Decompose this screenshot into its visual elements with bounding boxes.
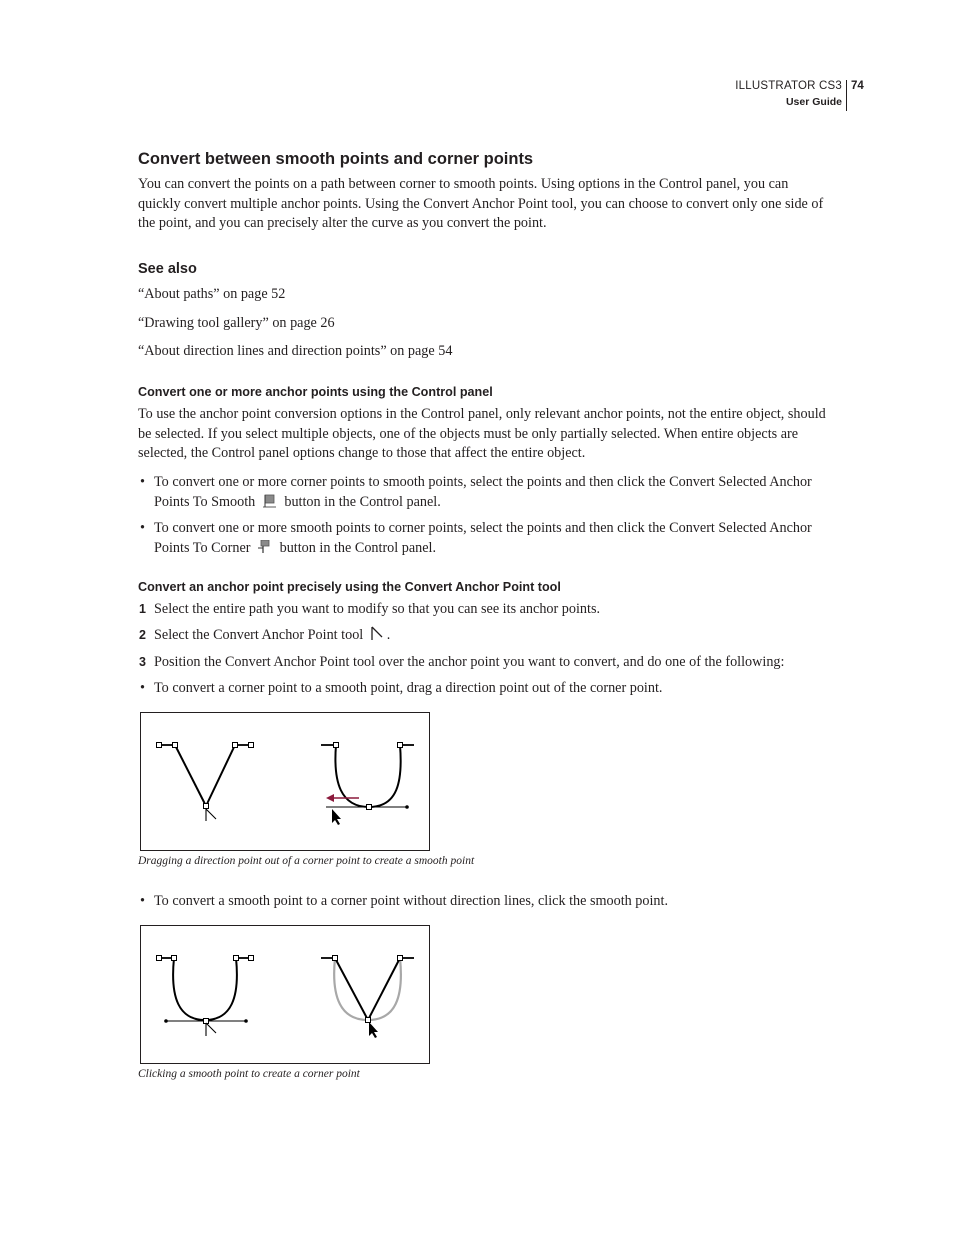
- step-text: Position the Convert Anchor Point tool over the anchor point you want to convert, and do one of the following:: [154, 654, 785, 670]
- step-text: Select the entire path you want to modify so that you can see its anchor points.: [154, 601, 601, 617]
- intro-paragraph: You can convert the points on a path between corner to smooth points. Using options in the Control panel, you can quickly convert multiple anchor points. Using the Convert Anchor Point tool, you can choose to convert only one side of the point, and you can precisely alter the curve as you convert the point.: [138, 176, 824, 232]
- page-number: 74: [851, 80, 864, 92]
- convert-anchor-cursor-icon: [206, 809, 216, 821]
- step-number: 1: [139, 602, 146, 616]
- selection-arrow-cursor-icon: [332, 809, 341, 825]
- convert-anchor-cursor-icon: [206, 1023, 216, 1036]
- see-also-heading: See also: [138, 261, 197, 277]
- see-also-link-about-paths[interactable]: “About paths” on page 52: [138, 286, 286, 302]
- bullet-dot: •: [140, 680, 145, 696]
- drag-direction-arrow-icon: [326, 794, 359, 802]
- convert-anchor-point-tool-icon: [370, 626, 384, 648]
- step-text: Select the Convert Anchor Point tool: [154, 627, 364, 643]
- convert-to-corner-icon: [257, 540, 273, 561]
- bullet-smooth-to-corner: [138, 892, 828, 912]
- control-panel-paragraph: To use the anchor point conversion options in the Control panel, only relevant anchor points, not the entire object, should be selected. If you select multiple objects, one of the objects must be only partially selected. When entire objects are selected, the Control panel options change to those that affect the entire object.: [138, 406, 826, 462]
- bullet-text: To convert one or more smooth points to corner points, select the points and then click the Convert Selected Anchor Points To Corner: [154, 520, 812, 556]
- selection-arrow-cursor-icon: [369, 1022, 378, 1038]
- bullet-dot: •: [140, 520, 145, 536]
- step-text-end: .: [386, 627, 391, 643]
- step-2: [138, 626, 828, 648]
- bullet-text: To convert a smooth point to a corner point without direction lines, click the smooth point.: [154, 893, 668, 909]
- figure-2-caption: Clicking a smooth point to create a corner point: [138, 1068, 360, 1080]
- step-number: 3: [139, 655, 146, 669]
- figure-1-caption: Dragging a direction point out of a corner point to create a smooth point: [138, 855, 475, 867]
- section-title: Convert between smooth points and corner points: [138, 150, 534, 168]
- convert-anchor-tool-subheading: Convert an anchor point precisely using the Convert Anchor Point tool: [138, 580, 561, 594]
- figure-smooth-to-corner-illustration: [141, 926, 429, 1063]
- step-3: [138, 653, 828, 673]
- corner-point-path: [157, 743, 254, 809]
- smooth-point-path: [157, 956, 254, 1024]
- figure-smooth-to-corner: [140, 925, 430, 1064]
- smooth-point-path: [321, 743, 414, 810]
- bullet-corner-to-smooth: [138, 679, 828, 699]
- see-also-link-direction-lines[interactable]: “About direction lines and direction points” on page 54: [138, 343, 453, 359]
- bullet-text-end: button in the Control panel.: [279, 539, 437, 556]
- header-product-name: ILLUSTRATOR CS3: [735, 80, 842, 92]
- bullet-convert-to-corner: [138, 519, 828, 560]
- bullet-text: To convert one or more corner points to smooth points, select the points and then click the Convert Selected Anchor Points To Smooth: [154, 474, 812, 510]
- bullet-dot: •: [140, 893, 145, 909]
- bullet-convert-to-smooth: [138, 473, 828, 514]
- figure-corner-to-smooth-illustration: [141, 713, 429, 850]
- figure-corner-to-smooth: [140, 712, 430, 851]
- step-1: [138, 600, 828, 620]
- bullet-dot: •: [140, 474, 145, 490]
- header-guide-name: User Guide: [785, 96, 842, 108]
- see-also-link-drawing-tool-gallery[interactable]: “Drawing tool gallery” on page 26: [138, 315, 335, 331]
- bullet-text-end: button in the Control panel.: [284, 493, 441, 510]
- corner-point-path: [321, 956, 414, 1023]
- step-number: 2: [139, 628, 146, 642]
- control-panel-subheading: Convert one or more anchor points using the Control panel: [138, 385, 493, 399]
- bullet-text: To convert a corner point to a smooth point, drag a direction point out of the corner point.: [154, 680, 663, 696]
- convert-to-smooth-icon: [262, 494, 278, 515]
- header-divider: [846, 80, 847, 111]
